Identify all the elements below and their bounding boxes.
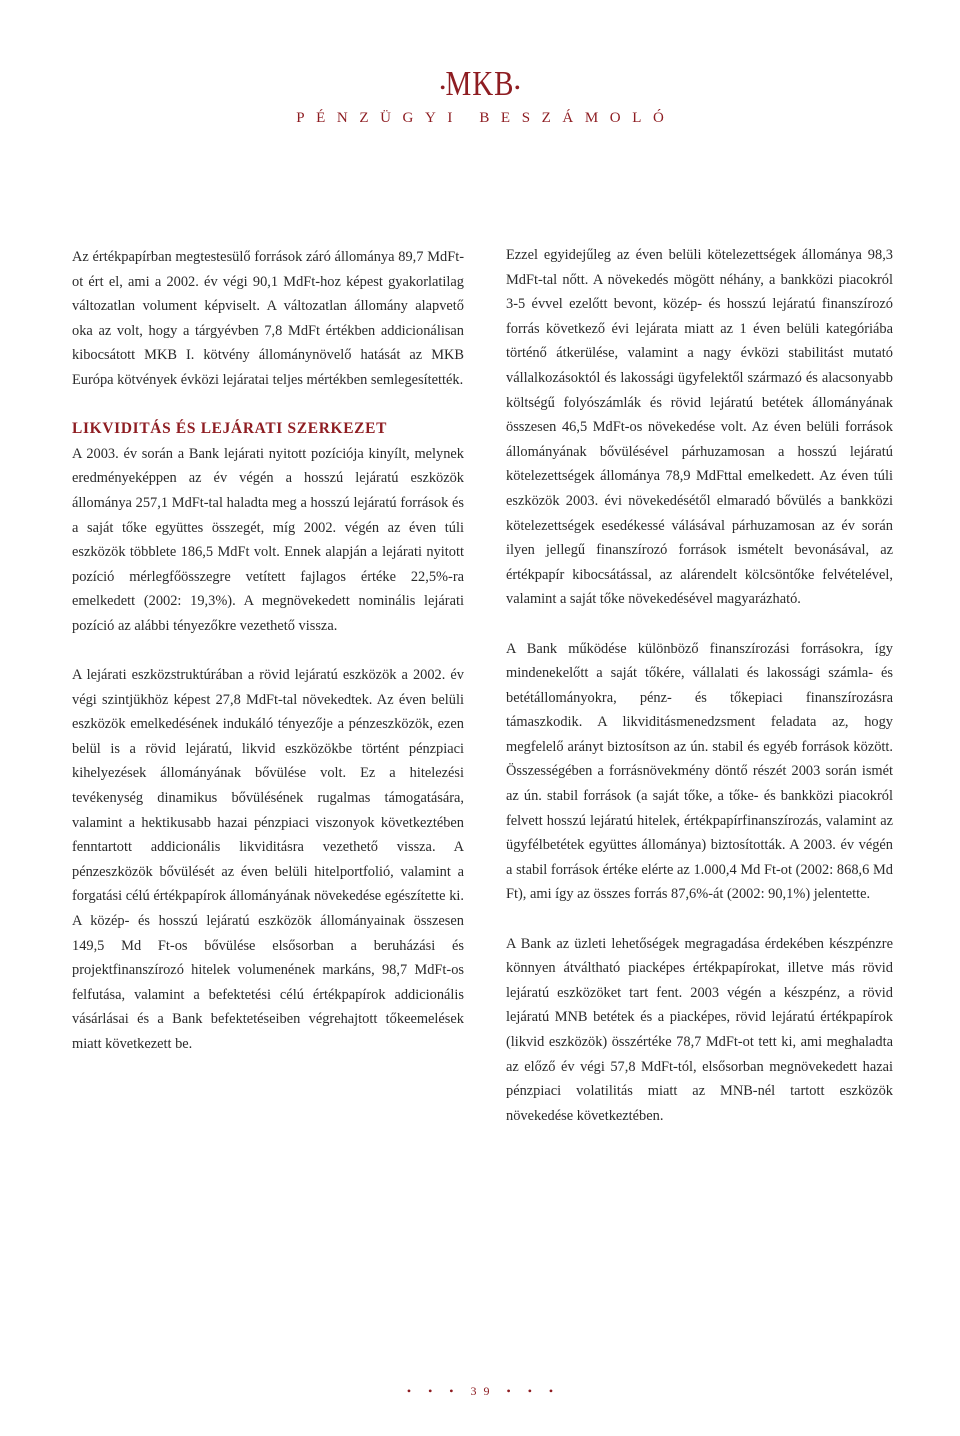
paragraph-open-position: A 2003. év során a Bank lejárati nyitott pozíciója kinyílt, melynek eredményeképpen az év végén a hosszú lejáratú eszközök állománya 257,1 MdFt-tal haladta meg a hosszú lejáratú források és a saját tőke együttes összegét, míg 2002. végén az éven túli eszközök többlete 186,5 MdFt volt. Ennek alapján a lejárati nyitott pozíció mérlegfőösszegre vetített fajlagos értéke 22,5%-ra emelkedett (2002: 19,3%). A megnövekedett nominális lejárati pozíció az alábbi tényezőkre vezethető vissza.: [72, 445, 464, 634]
right-column: [506, 243, 893, 1128]
report-subtitle: PÉNZÜGYI BESZÁMOLÓ: [296, 110, 676, 126]
section-heading-liquidity: LIKVIDITÁS ÉS LEJÁRATI SZERKEZET: [72, 420, 388, 438]
logo-dot-left: •: [439, 80, 446, 98]
paragraph-liquid-assets: A Bank az üzleti lehetőségek megragadása érdekében készpénzre könnyen átváltható piacképes értékpapírokat, illetve más rövid lejáratú eszközöket tart fent. 2003 végén a készpénz, a rövid lejáratú MNB betétek és a piacképes, rövid lejáratú értékpapírok (likvid eszközök) összértéke 78,7 MdFt-ot tett ki, ami meghaladta az előző év végi 57,8 MdFt-tól, elsősorban megnövekedett hazai pénzpiaci volatilitás miatt az MNB-nél tartott eszközök növekedése következtében.: [506, 935, 893, 1124]
mkb-logo: MKB: [445, 64, 515, 104]
left-column: [72, 245, 464, 1057]
page-header: [0, 64, 960, 109]
logo-dot-right: •: [514, 80, 521, 98]
paragraph-asset-structure: A lejárati eszközstruktúrában a rövid lejáratú eszközök a 2002. év végi szintjükhöz képest 27,8 MdFt-tal növekedtek. Az éven belüli eszközök emelkedésének indukáló tényezője a pénzeszközök, ezen belül is a rövid lejáratú, likvid eszközökbe történt pénzpiaci kihelyezések állományának bővülése volt. Ez a hitelezési tevékenység dinamikus bővülésének rugalmas támogatására, valamint a hektikusabb hazai pénzpiaci viszonyok következtében fenntartott addicionális likviditásra vezethető vissza. A pénzeszközök bővülését az éven belüli hitelportfolió, valamint a forgatási célú értékpapírok állományának növekedése egészítette ki. A közép- és hosszú lejáratú eszközök állományainak összesen 149,5 Md Ft-os bővülése elsősorban a beruházási és projektfinanszírozó hitelek volumenének markáns, 98,7 MdFt-os felfutása, valamint a befektetési célú értékpapírok addicionális vásárlásai és a Bank befektetéseiben végrehajtott tőkeemelések miatt következett be.: [72, 667, 464, 1052]
page-number: • • • 39 • • •: [406, 1384, 561, 1398]
paragraph-funding-sources: A Bank működése különböző finanszírozási forrásokra, így mindenekelőtt a saját tőkére, vállalati és lakossági számla- és betétállományokra, pénz- és tőkepiaci finanszírozásra támaszkodik. A likviditásmenedzsment feladata az, hogy megfelelő arányt biztosítson az ún. stabil és egyéb források között. Összességében a forrásnövekmény döntő részét 2003 során ismét az ún. stabil források (a saját tőke, a tőke- és bankközi piacokról felvett hosszú lejáratú hitelek, értékpapírfinanszírozás, valamint az ügyfélbetétek együttes állománya) biztosították. A 2003. év végén a stabil források értéke elérte az 1.000,4 Md Ft-ot (2002: 868,6 Md Ft), ami így az összes forrás 87,6%-át (2002: 90,1%) jelentette.: [506, 640, 893, 903]
paragraph-short-term-liabilities: Ezzel egyidejűleg az éven belüli kötelezettségek állománya 98,3 MdFt-tal nőtt. A növekedés mögött néhány, a bankközi piacokról 3-5 évvel ezelőtt bevont, közép- és hosszú lejáratú finanszírozó forrás következő évi lejárata miatt az 1 éven belüli kategóriába történő átkerülése, valamint a nagy évközi stabilitást mutató vállalkozásoktól és lakossági ügyfelektől származó és alacsonyabb költségű folyószámlák és rövid lejáratú betétek állományának összesen 46,5 MdFt-os növekedése volt. Az éven belüli források állományának bővülésével párhuzamosan a hosszú lejáratú kötelezettségek állománya 78,9 MdFttal emelkedett. Az éven túli eszközök 2003. évi növekedésétől elmaradó bővülés a bankközi kötelezettségek esedékessé válásával párhuzamosan az év során ilyen jellegű finanszírozó források ismételt bevonásával, az értékpapír kibocsátással, az alárendelt kölcsöntőke felvételével, valamint a saját tőke növekedésével magyarázható.: [506, 247, 893, 608]
paragraph-securities-funding: Az értékpapírban megtestesülő források záró állománya 89,7 MdFt-ot ért el, ami a 2002. év végi 90,1 MdFt-hoz képest gyakorlatilag változatlan volument képviselt. A változatlan állomány alapvető oka az volt, hogy a tárgyévben 7,8 MdFt értékben addicionálisan kibocsátott MKB I. kötvény állománynövelő hatását az MKB Európa kötvények évközi lejáratai teljes mértékben semlegesítették.: [72, 249, 464, 388]
